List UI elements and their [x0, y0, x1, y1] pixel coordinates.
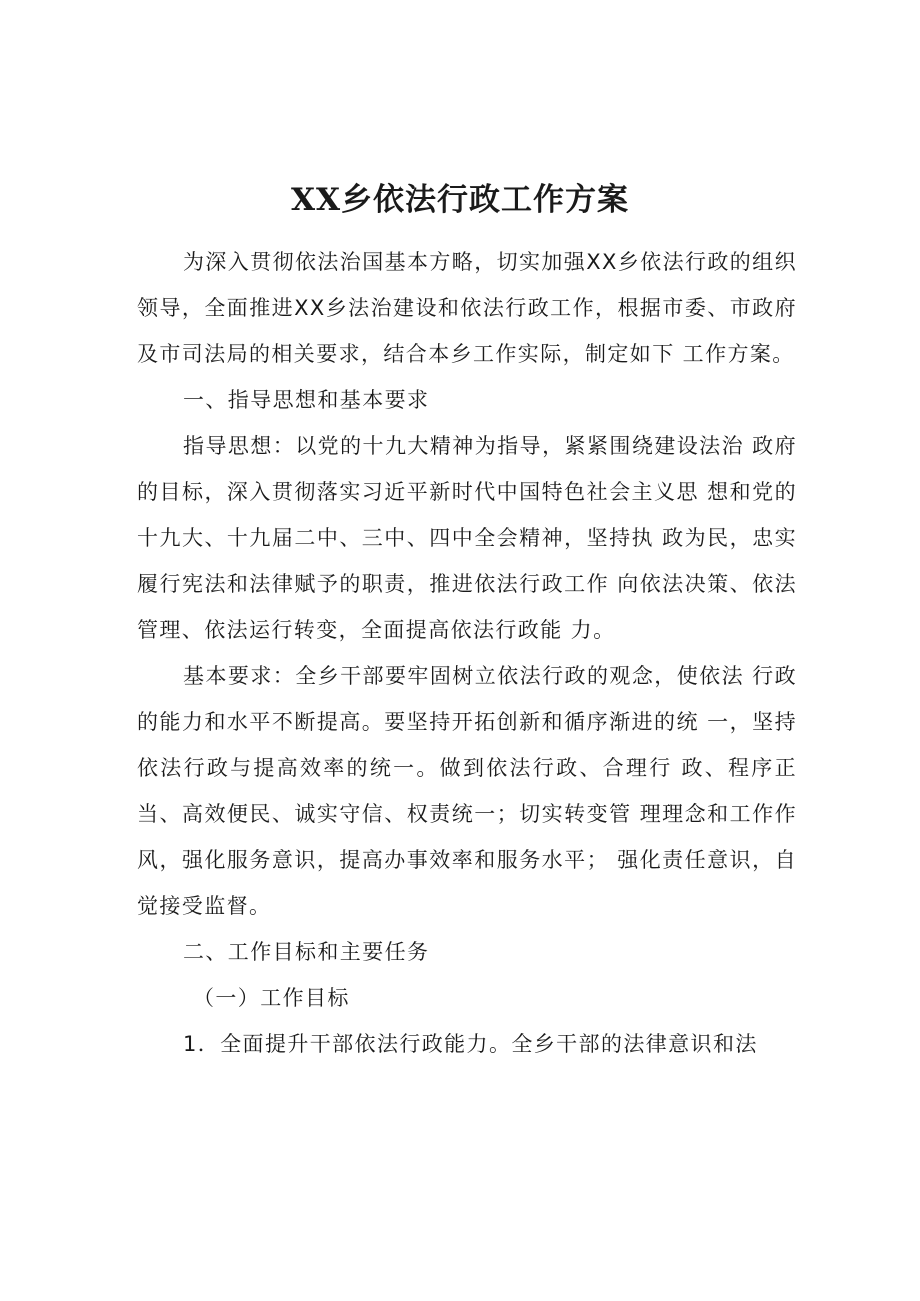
guiding-thought-paragraph: 指导思想：以党的十九大精神为指导，紧紧围绕建设法治 政府的目标，深入贯彻落实习近平新时代中国特色社会主义思 想和党的十九大、十九届二中、三中、四中全会精神，坚持执 政为民，忠实履行宪法和法律赋予的职责，推进依法行政工作 向依法决策、依法管理、依法运行转变，全面提高依法行政能 力。 [137, 434, 797, 642]
basic-requirements-paragraph: 基本要求：全乡干部要牢固树立依法行政的观念，使依法 行政的能力和水平不断提高。要坚持开拓创新和循序渐进的统 一，坚持依法行政与提高效率的统一。做到依法行政、合理行 政、程序正当、高效便民、诚实守信、权责统一；切实转变管 理理念和工作作风，强化服务意识，提高办事效率和服务水平； 强化责任意识，自觉接受监督。 [137, 664, 797, 918]
section-heading-2: 二、工作目标和主要任务 [183, 940, 430, 964]
list-item-1: 1．全面提升干部依法行政能力。全乡干部的法律意识和法 [183, 1032, 758, 1056]
document-title: XX乡依法行政工作方案 [290, 182, 630, 218]
section-heading-1: 一、指导思想和基本要求 [183, 388, 430, 412]
subsection-heading-1: （一）工作目标 [193, 986, 350, 1010]
intro-paragraph: 为深入贯彻依法治国基本方略，切实加强XX乡依法行政的组织领导，全面推进XX乡法治建设和依法行政工作，根据市委、市政府及市司法局的相关要求，结合本乡工作实际，制定如下 工作方案。 [137, 250, 797, 366]
document-body [137, 239, 797, 1067]
